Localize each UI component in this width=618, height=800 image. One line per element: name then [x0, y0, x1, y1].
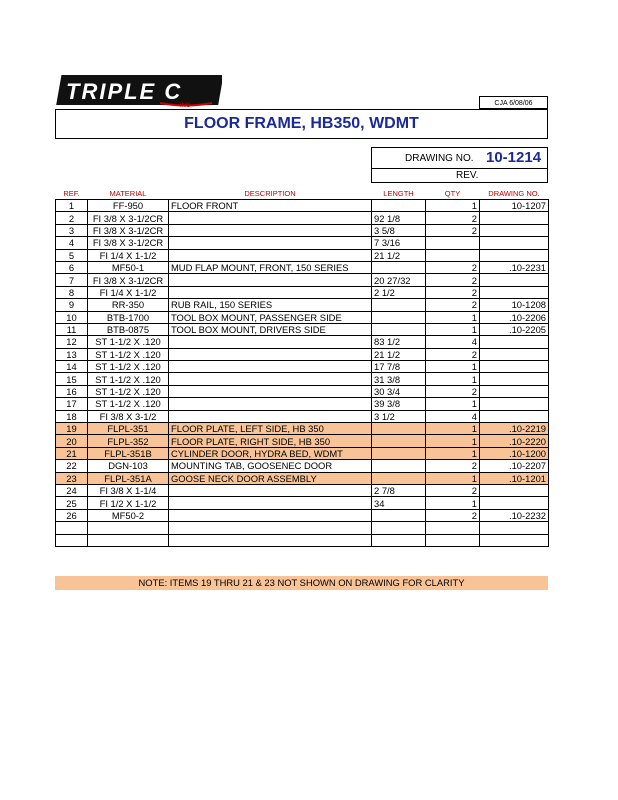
cell-description [169, 410, 372, 422]
cell-qty: 1 [426, 398, 480, 410]
cell-description [169, 534, 372, 546]
table-row [56, 299, 549, 311]
cell-description [169, 398, 372, 410]
cell-description: TOOL BOX MOUNT, DRIVERS SIDE [169, 323, 372, 335]
cell-material: RR-350 [88, 299, 169, 311]
note: NOTE: ITEMS 19 THRU 21 & 23 NOT SHOWN ON DRAWING FOR CLARITY [55, 576, 548, 590]
cell-description [169, 212, 372, 224]
cell-material: FI 3/8 X 1-1/4 [88, 484, 169, 496]
cell-drawing-no [480, 534, 549, 546]
cell-material: FLPL-351 [88, 423, 169, 435]
cell-ref: 16 [56, 385, 88, 397]
table-row [56, 435, 549, 447]
table-row [56, 249, 549, 261]
cell-material: FLPL-351B [88, 447, 169, 459]
cell-drawing-no: .10-1201 [480, 472, 549, 484]
table-row [56, 274, 549, 286]
cell-ref: 18 [56, 410, 88, 422]
cell-description [169, 484, 372, 496]
cell-material [88, 522, 169, 534]
page-title: FLOOR FRAME, HB350, WDMT [55, 109, 548, 139]
cell-ref: 9 [56, 299, 88, 311]
cell-drawing-no [480, 385, 549, 397]
table-row [56, 200, 549, 212]
cell-ref [56, 534, 88, 546]
cell-drawing-no: 10-1208 [480, 299, 549, 311]
table-row [56, 398, 549, 410]
table-header-row [56, 187, 549, 200]
cell-drawing-no [480, 224, 549, 236]
cell-material: ST 1-1/2 X .120 [88, 385, 169, 397]
cell-description [169, 509, 372, 521]
cell-drawing-no: .10-2231 [480, 261, 549, 273]
cell-material: FI 1/2 X 1-1/2 [88, 497, 169, 509]
cell-material: MF50-1 [88, 261, 169, 273]
header-qty: QTY [444, 188, 461, 198]
cell-description: TOOL BOX MOUNT, PASSENGER SIDE [169, 311, 372, 323]
cell-ref: 8 [56, 286, 88, 298]
cell-description [169, 522, 372, 534]
cell-qty [426, 237, 480, 249]
header-description: DESCRIPTION [244, 188, 296, 198]
cell-qty: 4 [426, 410, 480, 422]
cell-drawing-no [480, 286, 549, 298]
cell-qty [426, 534, 480, 546]
table-row [56, 237, 549, 249]
cell-material: FF-950 [88, 200, 169, 212]
cell-length: 83 1/2 [372, 336, 426, 348]
cell-drawing-no: .10-1200 [480, 447, 549, 459]
header-ref: REF. [63, 188, 80, 198]
cell-length: 17 7/8 [372, 361, 426, 373]
cell-description: FLOOR FRONT [169, 200, 372, 212]
cell-length: 3 5/8 [372, 224, 426, 236]
cell-description [169, 348, 372, 360]
cell-material [88, 534, 169, 546]
logo-text: TRIPLE C [66, 79, 183, 104]
cell-ref: 7 [56, 274, 88, 286]
cell-material: FI 3/8 X 3-1/2CR [88, 237, 169, 249]
cell-length: 39 3/8 [372, 398, 426, 410]
cell-material: FLPL-352 [88, 435, 169, 447]
cell-ref: 4 [56, 237, 88, 249]
cell-ref: 13 [56, 348, 88, 360]
cell-qty: 1 [426, 200, 480, 212]
table-row [56, 336, 549, 348]
cell-drawing-no: 10-1207 [480, 200, 549, 212]
cell-length: 3 1/2 [372, 410, 426, 422]
cell-length [372, 460, 426, 472]
revision-stamp: CJA 6/08/06 [479, 96, 548, 109]
cell-qty: 2 [426, 224, 480, 236]
cell-material: ST 1-1/2 X .120 [88, 373, 169, 385]
cell-qty: 1 [426, 361, 480, 373]
cell-length [372, 435, 426, 447]
table-row [56, 286, 549, 298]
table-row [56, 534, 549, 546]
table-row [56, 373, 549, 385]
cell-description [169, 361, 372, 373]
table-row [56, 323, 549, 335]
cell-material: FI 3/8 X 3-1/2CR [88, 212, 169, 224]
cell-length: 7 3/16 [372, 237, 426, 249]
table-row [56, 447, 549, 459]
table-row [56, 361, 549, 373]
cell-length: 30 3/4 [372, 385, 426, 397]
cell-description [169, 237, 372, 249]
table-row [56, 497, 549, 509]
cell-description [169, 385, 372, 397]
cell-length [372, 509, 426, 521]
cell-drawing-no [480, 410, 549, 422]
cell-length: 31 3/8 [372, 373, 426, 385]
cell-description: MOUNTING TAB, GOOSENEC DOOR [169, 460, 372, 472]
cell-ref: 6 [56, 261, 88, 273]
cell-qty: 2 [426, 385, 480, 397]
cell-drawing-no [480, 336, 549, 348]
cell-material: ST 1-1/2 X .120 [88, 348, 169, 360]
cell-material: ST 1-1/2 X .120 [88, 336, 169, 348]
cell-material: DGN-103 [88, 460, 169, 472]
table-row [56, 385, 549, 397]
cell-ref: 12 [56, 336, 88, 348]
cell-drawing-no [480, 497, 549, 509]
cell-length [372, 261, 426, 273]
cell-ref: 10 [56, 311, 88, 323]
cell-ref: 21 [56, 447, 88, 459]
cell-qty [426, 522, 480, 534]
triple-c-logo [56, 72, 222, 108]
cell-drawing-no [480, 348, 549, 360]
header-drawing-no: DRAWING NO. [488, 188, 540, 198]
cell-drawing-no [480, 522, 549, 534]
cell-ref: 26 [56, 509, 88, 521]
cell-material: ST 1-1/2 X .120 [88, 361, 169, 373]
cell-drawing-no: .10-2205 [480, 323, 549, 335]
cell-material: ST 1-1/2 X .120 [88, 398, 169, 410]
table-row [56, 311, 549, 323]
table-row [56, 410, 549, 422]
cell-length [372, 472, 426, 484]
cell-description: CYLINDER DOOR, HYDRA BED, WDMT [169, 447, 372, 459]
cell-drawing-no: .10-2232 [480, 509, 549, 521]
cell-length [372, 522, 426, 534]
cell-drawing-no [480, 237, 549, 249]
table-row [56, 261, 549, 273]
cell-material: BTB-0875 [88, 323, 169, 335]
cell-material: FI 3/8 X 3-1/2 [88, 410, 169, 422]
cell-length: 21 1/2 [372, 249, 426, 261]
cell-description: GOOSE NECK DOOR ASSEMBLY [169, 472, 372, 484]
cell-ref: 15 [56, 373, 88, 385]
cell-material: FI 1/4 X 1-1/2 [88, 249, 169, 261]
cell-description [169, 336, 372, 348]
table-row [56, 472, 549, 484]
table-row [56, 509, 549, 521]
cell-qty: 1 [426, 311, 480, 323]
cell-drawing-no: .10-2219 [480, 423, 549, 435]
cell-drawing-no [480, 398, 549, 410]
revision-label: REV. [456, 170, 479, 181]
cell-qty: 1 [426, 472, 480, 484]
cell-qty: 1 [426, 323, 480, 335]
drawing-number-box [371, 147, 548, 183]
cell-ref: 3 [56, 224, 88, 236]
cell-qty: 2 [426, 460, 480, 472]
cell-length [372, 534, 426, 546]
cell-length [372, 299, 426, 311]
cell-ref: 17 [56, 398, 88, 410]
cell-ref: 23 [56, 472, 88, 484]
cell-description [169, 224, 372, 236]
cell-description: FLOOR PLATE, LEFT SIDE, HB 350 [169, 423, 372, 435]
cell-description [169, 249, 372, 261]
cell-ref: 22 [56, 460, 88, 472]
cell-qty: 1 [426, 435, 480, 447]
cell-length: 20 27/32 [372, 274, 426, 286]
cell-length [372, 323, 426, 335]
table-row [56, 224, 549, 236]
cell-drawing-no [480, 274, 549, 286]
cell-length [372, 447, 426, 459]
cell-description [169, 373, 372, 385]
cell-qty: 2 [426, 286, 480, 298]
cell-ref: 2 [56, 212, 88, 224]
cell-material: FI 3/8 X 3-1/2CR [88, 274, 169, 286]
cell-qty: 4 [426, 336, 480, 348]
drawing-number: 10-1214 [486, 149, 542, 166]
cell-ref: 5 [56, 249, 88, 261]
cell-description [169, 274, 372, 286]
cell-description: FLOOR PLATE, RIGHT SIDE, HB 350 [169, 435, 372, 447]
cell-length [372, 423, 426, 435]
cell-ref [56, 522, 88, 534]
cell-ref: 1 [56, 200, 88, 212]
cell-qty: 2 [426, 212, 480, 224]
cell-drawing-no: .10-2207 [480, 460, 549, 472]
cell-length: 2 1/2 [372, 286, 426, 298]
table-row [56, 484, 549, 496]
cell-material: MF50-2 [88, 509, 169, 521]
cell-length [372, 311, 426, 323]
header-length: LENGTH [383, 188, 414, 198]
table-row [56, 212, 549, 224]
cell-qty: 1 [426, 423, 480, 435]
table-row [56, 460, 549, 472]
cell-qty [426, 249, 480, 261]
cell-length: 34 [372, 497, 426, 509]
cell-qty: 2 [426, 348, 480, 360]
cell-material: FI 3/8 X 3-1/2CR [88, 224, 169, 236]
cell-material: BTB-1700 [88, 311, 169, 323]
header-material: MATERIAL [109, 188, 147, 198]
cell-qty: 2 [426, 509, 480, 521]
cell-drawing-no [480, 361, 549, 373]
cell-qty: 2 [426, 484, 480, 496]
cell-drawing-no [480, 484, 549, 496]
cell-qty: 1 [426, 373, 480, 385]
cell-length: 21 1/2 [372, 348, 426, 360]
cell-description [169, 497, 372, 509]
cell-drawing-no [480, 212, 549, 224]
table-row [56, 423, 549, 435]
cell-qty: 2 [426, 274, 480, 286]
cell-length: 2 7/8 [372, 484, 426, 496]
cell-ref: 25 [56, 497, 88, 509]
cell-qty: 1 [426, 447, 480, 459]
cell-description [169, 286, 372, 298]
cell-ref: 20 [56, 435, 88, 447]
cell-qty: 1 [426, 497, 480, 509]
drawing-number-label: DRAWING NO. [405, 153, 474, 164]
cell-length [372, 200, 426, 212]
bill-of-materials-table [55, 187, 549, 547]
logo-sub: INC [180, 103, 191, 108]
cell-length: 92 1/8 [372, 212, 426, 224]
cell-qty: 2 [426, 299, 480, 311]
cell-ref: 24 [56, 484, 88, 496]
cell-drawing-no [480, 249, 549, 261]
table-row [56, 522, 549, 534]
cell-drawing-no: .10-2206 [480, 311, 549, 323]
cell-ref: 14 [56, 361, 88, 373]
cell-drawing-no: .10-2220 [480, 435, 549, 447]
table-row [56, 348, 549, 360]
cell-material: FI 1/4 X 1-1/2 [88, 286, 169, 298]
cell-qty: 2 [426, 261, 480, 273]
cell-ref: 11 [56, 323, 88, 335]
cell-description: RUB RAIL, 150 SERIES [169, 299, 372, 311]
cell-drawing-no [480, 373, 549, 385]
cell-ref: 19 [56, 423, 88, 435]
cell-description: MUD FLAP MOUNT, FRONT, 150 SERIES [169, 261, 372, 273]
cell-material: FLPL-351A [88, 472, 169, 484]
